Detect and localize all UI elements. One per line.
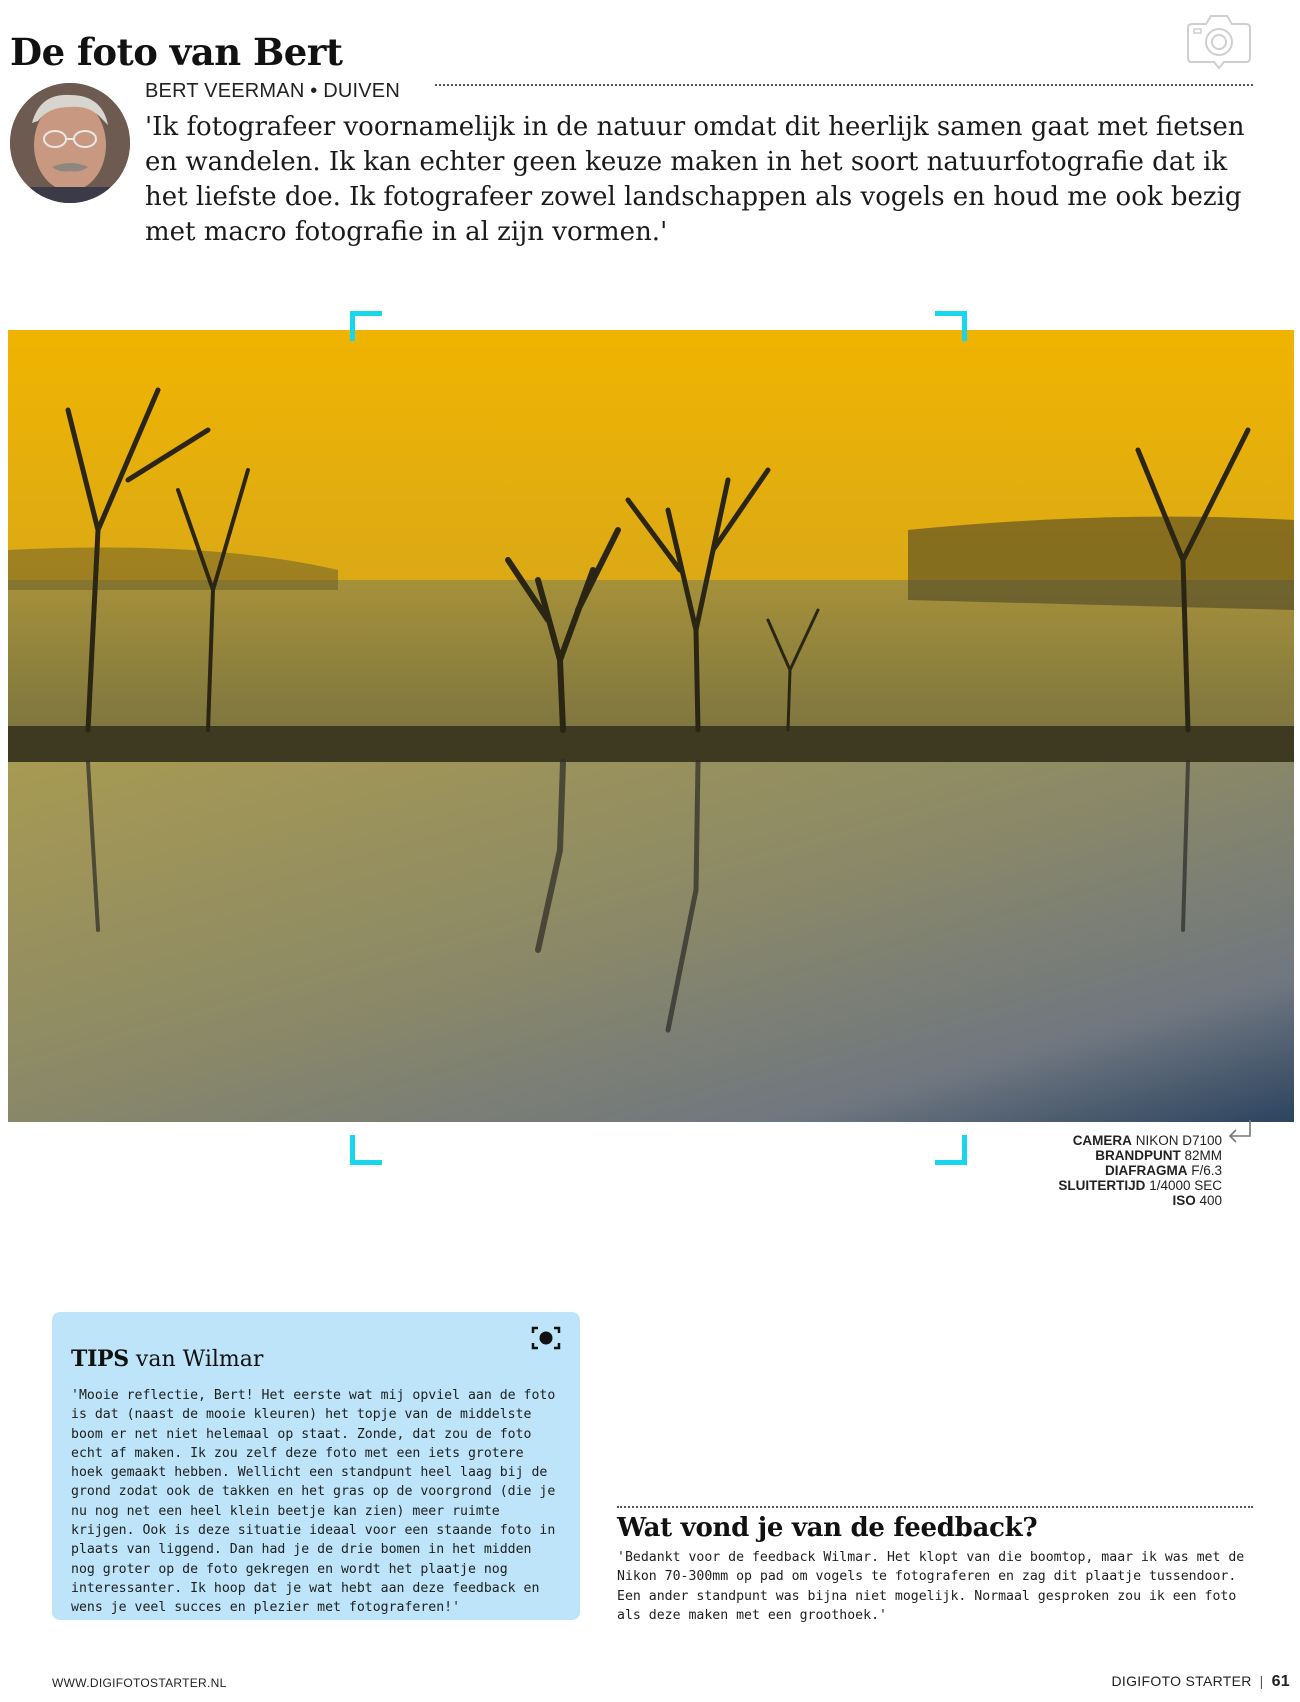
footer-magazine: DIGIFOTO STARTER | 61 xyxy=(1111,1673,1290,1690)
camera-icon xyxy=(1186,12,1252,70)
tips-title: TIPS van Wilmar xyxy=(71,1346,264,1372)
frame-corner xyxy=(935,1135,967,1165)
feedback-title: Wat vond je van de feedback? xyxy=(617,1513,1038,1543)
focus-camera-icon xyxy=(530,1324,562,1352)
author-quote: 'Ik fotografeer voornamelijk in de natuur omdat dit heerlijk samen gaat met fietsen en wandelen. Ik kan echter geen keuze maken in het soort natuurfotografie dat ik het liefste doe. Ik fotografeer zowel landschappen als vogels en houd me ook bezig met macro fotografie in al zijn vormen.' xyxy=(145,112,1245,247)
featured-photo xyxy=(8,330,1294,1122)
frame-corner xyxy=(350,311,382,341)
footer-website: WWW.DIGIFOTOSTARTER.NL xyxy=(52,1676,227,1690)
dotted-divider xyxy=(435,84,1253,86)
page-title: De foto van Bert xyxy=(10,30,343,74)
page-number: 61 xyxy=(1271,1673,1290,1690)
author-avatar xyxy=(10,83,130,203)
dotted-divider xyxy=(617,1506,1253,1508)
spec-row: BRANDPUNT 82MM xyxy=(1095,1148,1222,1163)
spec-row: DIAFRAGMA F/6.3 xyxy=(1104,1163,1222,1178)
feedback-text: 'Bedankt voor de feedback Wilmar. Het klopt van die boomtop, maar ik was met de Nikon 70-300mm op pad om vogels te fotograferen en zag dit plaatje tussendoor. Een ander standpunt was bijna niet mogelijk. Normaal gesproken zou ik een foto als deze maken met een groothoek.' xyxy=(617,1550,1245,1623)
spec-row: ISO 400 xyxy=(1172,1193,1222,1208)
tips-text: 'Mooie reflectie, Bert! Het eerste wat mij opviel aan de foto is dat (naast de mooie kleuren) het topje van de middelste boom er net niet helemaal op staat. Zonde, dat zou de foto echt af maken. Ik zou zelf deze foto met een iets grotere hoek gemaakt hebben. Wellicht een standpunt heel laag bij de grond zodat ook de takken en het gras op de voorgrond (die je nu nog net een heel klein beetje kan zien) meer ruimte krijgen. Ook is deze situatie ideaal voor een staande foto in plaats van liggend. Dan had je de drie bomen in het midden nog groter op de foto gekregen en wordt het plaatje nog interessanter. Ik hoop dat je wat hebt aan deze feedback en wens je veel succes en plezier met fotograferen!' xyxy=(71,1388,556,1616)
tips-box xyxy=(52,1312,580,1620)
author-byline: BERT VEERMAN • DUIVEN xyxy=(145,80,400,102)
frame-corner xyxy=(350,1135,382,1165)
return-arrow-icon xyxy=(1226,1118,1254,1146)
spec-row: CAMERA NIKON D7100 xyxy=(1072,1133,1222,1148)
frame-corner xyxy=(935,311,967,341)
photo-specs xyxy=(1058,1133,1222,1208)
spec-row: SLUITERTIJD 1/4000 SEC xyxy=(1058,1178,1222,1193)
